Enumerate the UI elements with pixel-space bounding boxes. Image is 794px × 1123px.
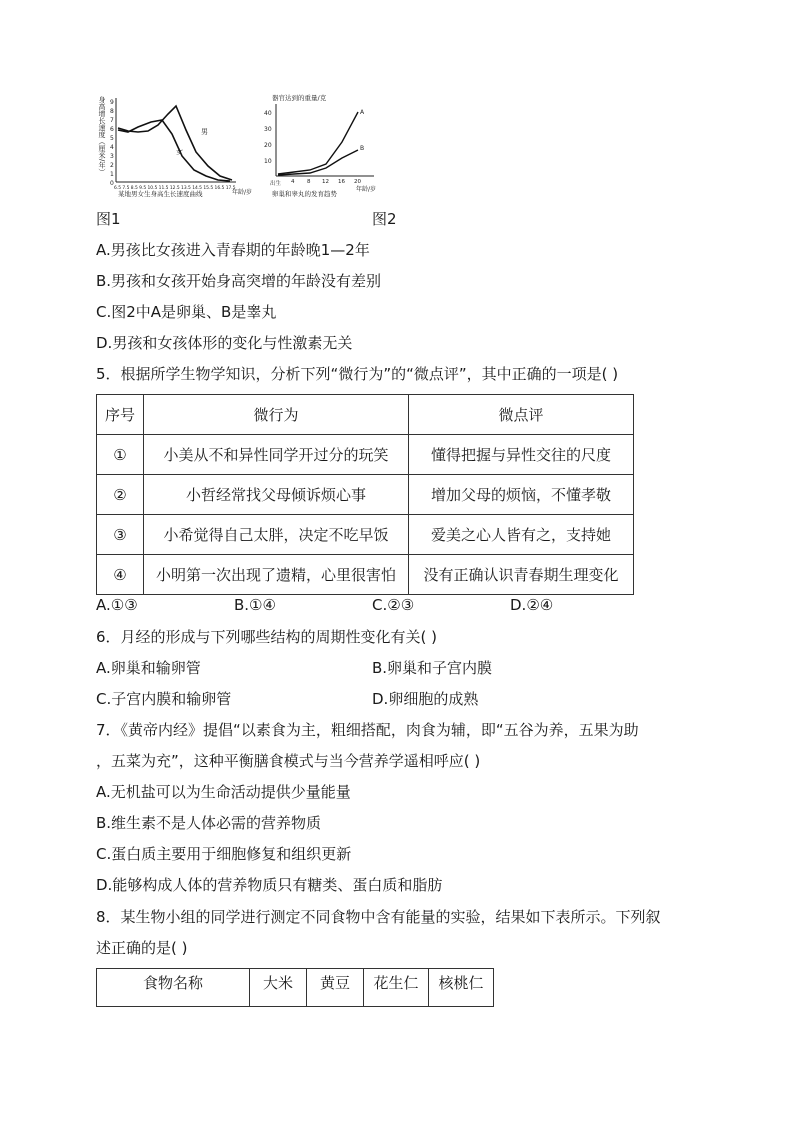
table-cell: 没有正确认识青春期生理变化	[409, 555, 634, 595]
q5-stem: 5．根据所学生物学知识，分析下列“微行为”的“微点评”，其中正确的一项是( )	[96, 365, 619, 383]
fig2-x-tick: 出生	[270, 181, 282, 187]
q8-table	[96, 968, 494, 1007]
q6-option-a: A.卵巢和输卵管	[96, 659, 201, 677]
fig1-y-tick: 5	[110, 135, 114, 142]
table-header-cell: 大米	[250, 969, 307, 1007]
fig2-x-tick: 20	[354, 179, 361, 185]
table-cell: 爱美之心人皆有之，支持她	[409, 515, 634, 555]
fig1-y-tick: 6	[110, 126, 114, 133]
fig1-y-tick: 7	[110, 117, 114, 124]
fig1-male-curve	[118, 106, 232, 180]
fig2-y-tick: 10	[264, 158, 272, 165]
q5-option-a: A.①③	[96, 596, 138, 614]
fig2-x-unit: 年龄/岁	[356, 186, 377, 193]
table-cell: 懂得把握与异性交往的尺度	[409, 435, 634, 475]
fig1-y-tick: 8	[110, 108, 114, 115]
fig2-subtitle: 卵巢和睾丸的发育趋势	[272, 190, 337, 198]
table-cell: ③	[97, 515, 144, 555]
figure-1-caption: 图1	[96, 210, 121, 228]
fig1-female-curve	[118, 120, 230, 181]
fig2-curve-b	[278, 150, 358, 175]
q4-option-d: D.男孩和女孩体形的变化与性激素无关	[96, 334, 353, 352]
fig1-y-tick: 1	[110, 171, 114, 178]
table-row	[97, 435, 634, 475]
fig2-y-tick: 20	[264, 142, 272, 149]
fig2-x-tick: 4	[291, 179, 295, 185]
q5-option-c: C.②③	[372, 596, 415, 614]
q8-stem-line-1: 8．某生物小组的同学进行测定不同食物中含有能量的实验，结果如下表所示。下列叙	[96, 908, 661, 926]
fig2-y-tick: 30	[264, 126, 272, 133]
fig1-y-axis-label: 身高增长速度（厘米/年）	[98, 96, 106, 176]
q5-option-b: B.①④	[234, 596, 276, 614]
q5-table	[96, 394, 634, 595]
fig1-subtitle: 某地男女生身高生长速度曲线	[118, 190, 203, 198]
figure-2-gonad-development-chart	[264, 92, 384, 202]
table-header-cell: 序号	[97, 395, 144, 435]
q7-option-a: A.无机盐可以为生命活动提供少量能量	[96, 783, 351, 801]
table-header-cell: 黄豆	[307, 969, 364, 1007]
fig2-y-tick: 40	[264, 110, 272, 117]
q6-stem: 6．月经的形成与下列哪些结构的周期性变化有关( )	[96, 628, 438, 646]
table-header-row	[97, 969, 494, 1007]
fig2-y-axis-label: 器官达到的重量/克	[272, 94, 327, 102]
fig2-y-ticks	[264, 110, 272, 165]
q7-option-d: D.能够构成人体的营养物质只有糖类、蛋白质和脂肪	[96, 876, 443, 894]
table-header-cell: 核桃仁	[429, 969, 494, 1007]
fig2-x-tick: 8	[307, 179, 311, 185]
table-header-row	[97, 395, 634, 435]
table-cell: ①	[97, 435, 144, 475]
q7-stem-line-2: ，五菜为充”，这种平衡膳食模式与当今营养学遥相呼应( )	[96, 752, 481, 770]
table-row	[97, 555, 634, 595]
q7-stem-line-1: 7．《黄帝内经》提倡“以素食为主，粗细搭配，肉食为辅，即“五谷为养，五果为助	[96, 721, 639, 739]
table-cell: 小哲经常找父母倾诉烦心事	[144, 475, 409, 515]
q6-option-c: C.子宫内膜和输卵管	[96, 690, 232, 708]
fig2-label-b: B	[360, 145, 365, 152]
table-cell: 小美从不和异性同学开过分的玩笑	[144, 435, 409, 475]
table-row	[97, 475, 634, 515]
fig1-y-tick: 2	[110, 162, 114, 169]
fig2-label-a: A	[360, 109, 365, 116]
fig1-label-male: 男	[201, 128, 208, 136]
table-header-cell: 食物名称	[97, 969, 250, 1007]
fig1-y-tick: 0	[110, 180, 114, 187]
q6-option-d: D.卵细胞的成熟	[372, 690, 479, 708]
fig2-x-tick: 12	[322, 179, 329, 185]
q7-option-c: C.蛋白质主要用于细胞修复和组织更新	[96, 845, 352, 863]
fig2-x-tick: 16	[338, 179, 345, 185]
fig2-curve-a	[278, 112, 358, 174]
table-cell: 小希觉得自己太胖，决定不吃早饭	[144, 515, 409, 555]
figure-1-height-growth-chart	[96, 92, 258, 202]
table-cell: 增加父母的烦恼，不懂孝敬	[409, 475, 634, 515]
q4-option-c: C.图2中A是卵巢、B是睾丸	[96, 303, 277, 321]
fig1-label-female: 女	[176, 148, 183, 156]
table-header-cell: 微行为	[144, 395, 409, 435]
fig1-x-unit: 年龄/岁	[232, 189, 253, 196]
q4-option-a: A.男孩比女孩进入青春期的年龄晚1—2年	[96, 241, 370, 259]
q4-option-b: B.男孩和女孩开始身高突增的年龄没有差别	[96, 272, 382, 290]
fig1-y-tick: 3	[110, 153, 114, 160]
fig2-x-ticks	[270, 179, 361, 187]
q8-stem-line-2: 述正确的是( )	[96, 939, 188, 957]
fig1-y-tick: 4	[110, 144, 114, 151]
table-header-cell: 花生仁	[364, 969, 429, 1007]
q6-option-b: B.卵巢和子宫内膜	[372, 659, 493, 677]
figure-2-caption: 图2	[372, 210, 397, 228]
table-row	[97, 515, 634, 555]
table-header-cell: 微点评	[409, 395, 634, 435]
q5-option-d: D.②④	[510, 596, 554, 614]
q7-option-b: B.维生素不是人体必需的营养物质	[96, 814, 322, 832]
table-cell: 小明第一次出现了遗精，心里很害怕	[144, 555, 409, 595]
fig1-y-tick: 9	[110, 99, 114, 106]
fig1-y-ticks	[110, 99, 114, 187]
table-cell: ④	[97, 555, 144, 595]
fig1-x-ticks: 6.5 7.5 8.5 9.5 10.5 11.5 12.5 13.5 14.5 15.5 16.5 17.5	[114, 186, 236, 191]
table-cell: ②	[97, 475, 144, 515]
